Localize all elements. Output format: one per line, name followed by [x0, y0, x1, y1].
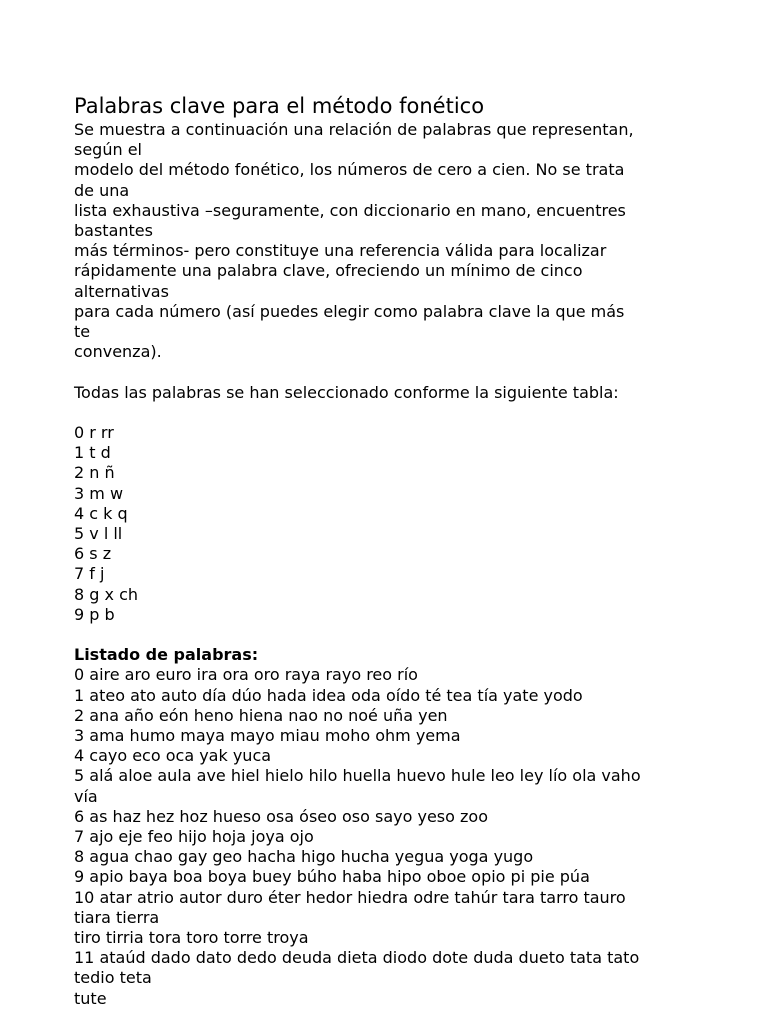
list-item: tute: [74, 988, 107, 1008]
table-row: 6 s z: [74, 544, 112, 564]
intro-paragraph: [74, 120, 754, 362]
list-heading: Listado de palabras:: [74, 645, 259, 665]
phonetic-table: [74, 423, 754, 625]
list-item: 3 ama humo maya mayo miau moho ohm yema: [74, 726, 461, 746]
list-item: tiro tirria tora toro torre troya: [74, 928, 309, 948]
list-item: 8 agua chao gay geo hacha higo hucha yegua yoga yugo: [74, 847, 534, 867]
table-row: 3 m w: [74, 483, 124, 503]
intro-line: modelo del método fonético, los números de cero a cien. No se trata: [74, 160, 625, 180]
list-item: 1 ateo ato auto día dúo hada idea oda oído té tea tía yate yodo: [74, 685, 583, 705]
table-row: 9 p b: [74, 604, 115, 624]
list-item: 0 aire aro euro ira ora oro raya rayo reo río: [74, 665, 418, 685]
word-list: [74, 665, 754, 1008]
list-item: 2 ana año eón heno hiena nao no noé uña yen: [74, 705, 448, 725]
intro-line: lista exhaustiva –seguramente, con diccionario en mano, encuentres: [74, 200, 626, 220]
list-item: 11 ataúd dado dato dedo deuda dieta diodo dote duda dueto tata tato: [74, 948, 640, 968]
blank-line: [74, 403, 754, 423]
list-item: 6 as haz hez hoz hueso osa óseo oso sayo yeso zoo: [74, 806, 488, 826]
document-title: Palabras clave para el método fonético: [74, 94, 485, 118]
list-item: 5 alá aloe aula ave hiel hielo hilo huella huevo hule leo ley lío ola vaho: [74, 766, 641, 786]
table-intro: Todas las palabras se han seleccionado conforme la siguiente tabla:: [74, 382, 619, 402]
intro-line: te: [74, 322, 91, 342]
intro-line: alternativas: [74, 281, 169, 301]
list-item: 7 ajo eje feo hijo hoja joya ojo: [74, 827, 314, 847]
intro-line: convenza).: [74, 342, 162, 362]
intro-line: más términos- pero constituye una referencia válida para localizar: [74, 241, 607, 261]
list-item: 9 apio baya boa boya buey búho haba hipo oboe opio pi pie púa: [74, 867, 590, 887]
list-item: tedio teta: [74, 968, 152, 988]
table-row: 7 f j: [74, 564, 105, 584]
table-row: 5 v l ll: [74, 524, 123, 544]
table-row: 8 g x ch: [74, 584, 138, 604]
intro-line: Se muestra a continuación una relación de palabras que representan,: [74, 120, 634, 139]
intro-line: de una: [74, 180, 130, 200]
intro-line: rápidamente una palabra clave, ofreciendo un mínimo de cinco: [74, 261, 583, 281]
blank-line: [74, 625, 754, 645]
table-row: 1 t d: [74, 443, 111, 463]
list-item: 10 atar atrio autor duro éter hedor hiedra odre tahúr tara tarro tauro: [74, 887, 626, 907]
table-row: 0 r rr: [74, 423, 114, 443]
intro-line: bastantes: [74, 221, 153, 241]
document-page: [74, 93, 754, 1009]
list-item: 4 cayo eco oca yak yuca: [74, 746, 272, 766]
intro-line: según el: [74, 140, 142, 160]
table-row: 4 c k q: [74, 503, 128, 523]
list-item: tiara tierra: [74, 907, 160, 927]
table-row: 2 n ñ: [74, 463, 115, 483]
blank-line: [74, 362, 754, 382]
intro-line: para cada número (así puedes elegir como palabra clave la que más: [74, 301, 625, 321]
list-item: vía: [74, 786, 98, 806]
